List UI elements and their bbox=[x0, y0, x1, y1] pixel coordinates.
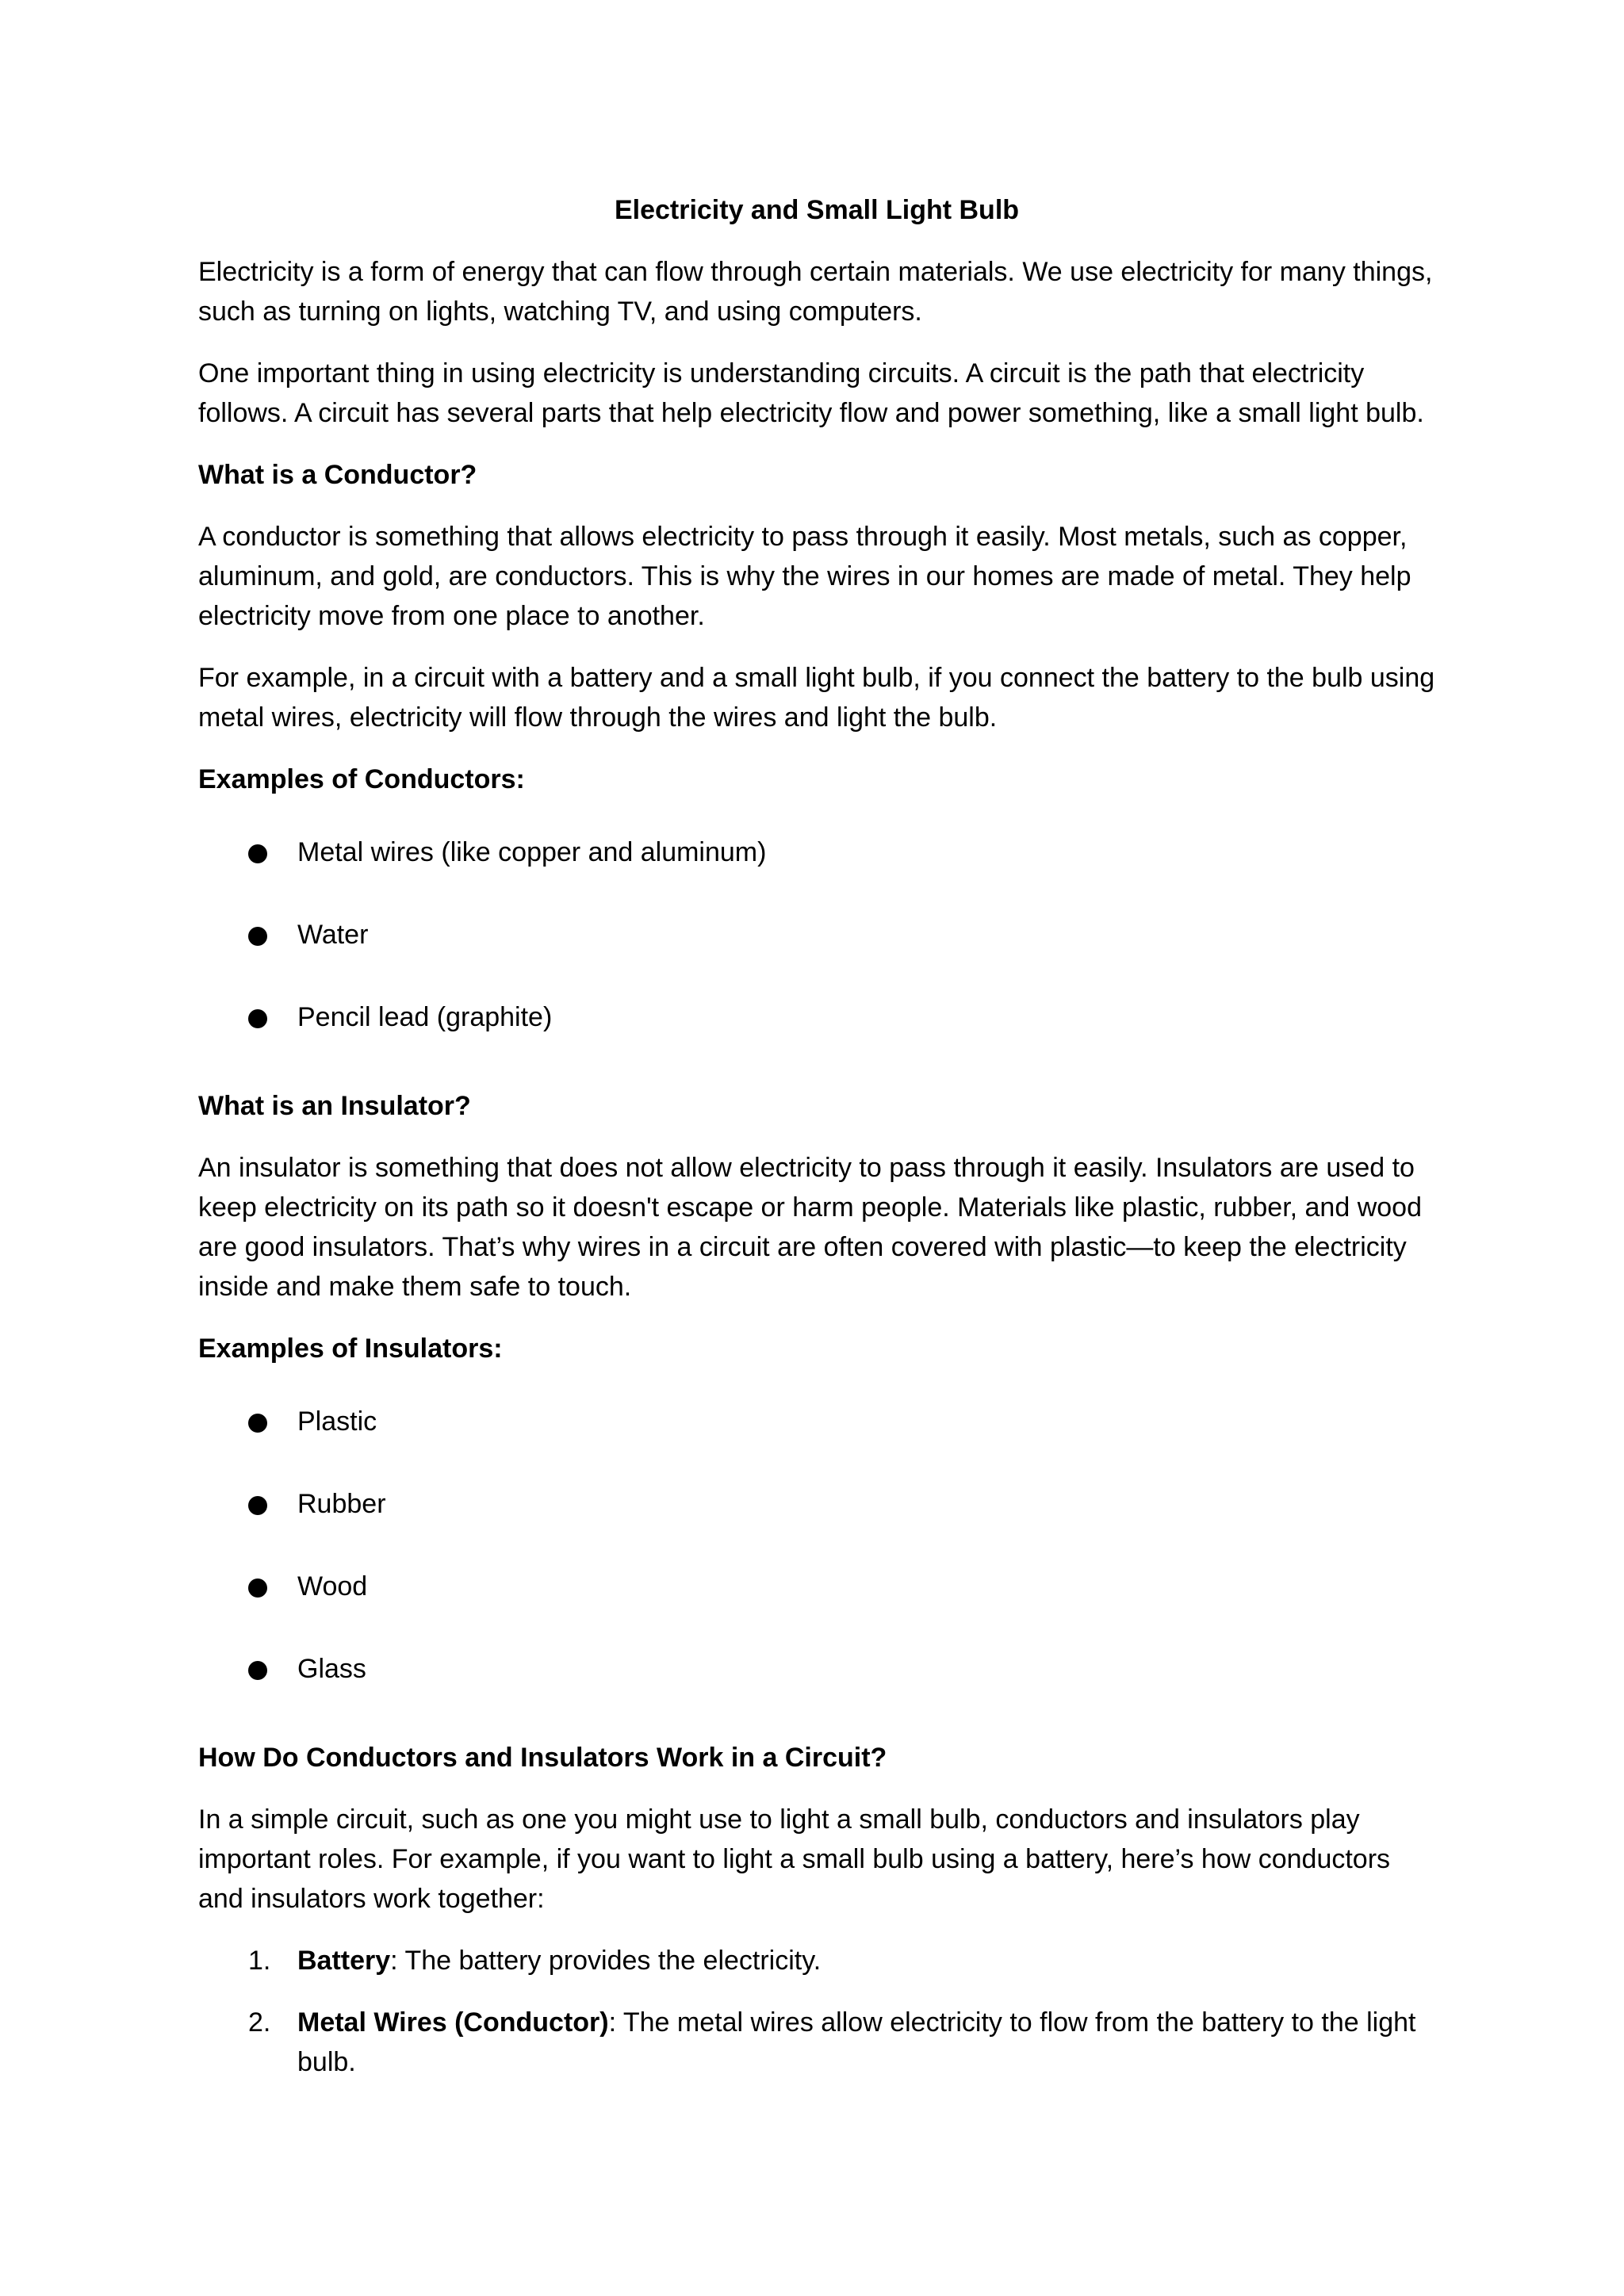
list-item bbox=[198, 1941, 1435, 1980]
list-item-text: Plastic bbox=[297, 1406, 377, 1437]
intro-paragraph-2: One important thing in using electricity is understanding circuits. A circuit is the path that electricity follows. A circuit has several parts that help electricity flow and power something, like a small light bulb. bbox=[198, 358, 1424, 428]
bullet-icon bbox=[248, 1578, 267, 1598]
list-item-text: Metal wires (like copper and aluminum) bbox=[297, 837, 767, 867]
list-item bbox=[198, 904, 1435, 986]
bullet-icon bbox=[248, 1661, 267, 1680]
list-item bbox=[198, 986, 1435, 1069]
conductor-examples-list bbox=[198, 821, 1435, 1069]
circuit-paragraph: In a simple circuit, such as one you might use to light a small bulb, conductors and insulators play important roles. For example, if you want to light a small bulb using a battery, here’s how conductors and insulators work together: bbox=[198, 1804, 1391, 1914]
step-number: 2. bbox=[248, 2007, 271, 2038]
list-item bbox=[198, 1556, 1435, 1638]
step-label: Battery bbox=[297, 1946, 391, 1976]
step-label: Metal Wires (Conductor) bbox=[297, 2007, 609, 2038]
bullet-icon bbox=[248, 844, 267, 863]
conductor-examples-heading: Examples of Conductors: bbox=[198, 764, 525, 794]
bullet-icon bbox=[248, 1414, 267, 1433]
step-number: 1. bbox=[248, 1946, 271, 1976]
document-title: Electricity and Small Light Bulb bbox=[614, 195, 1020, 225]
document-page bbox=[198, 190, 1435, 2104]
bullet-icon bbox=[248, 1496, 267, 1515]
list-item-text: Glass bbox=[297, 1654, 366, 1684]
step-text: : The battery provides the electricity. bbox=[390, 1946, 822, 1976]
insulator-heading: What is an Insulator? bbox=[198, 1091, 471, 1121]
conductor-heading: What is a Conductor? bbox=[198, 460, 477, 490]
insulator-examples-heading: Examples of Insulators: bbox=[198, 1334, 503, 1364]
list-item-text: Pencil lead (graphite) bbox=[297, 1002, 553, 1032]
list-item-text: Wood bbox=[297, 1571, 368, 1601]
circuit-heading: How Do Conductors and Insulators Work in a Circuit? bbox=[198, 1743, 887, 1773]
step-text: : The metal wires allow electricity to flow from the battery to the light bulb. bbox=[297, 2007, 1416, 2077]
insulator-paragraph-1: An insulator is something that does not allow electricity to pass through it easily. Insulators are used to keep electricity on its path so it doesn't escape or harm people. Materials like plastic, rubber, and wood are good insulators. That’s why wires in a circuit are often covered with plastic—to keep the electricity inside and make them safe to touch. bbox=[198, 1153, 1422, 1302]
circuit-steps-list bbox=[198, 1941, 1435, 2082]
conductor-paragraph-2: For example, in a circuit with a battery and a small light bulb, if you connect the battery to the bulb using metal wires, electricity will flow through the wires and light the bulb. bbox=[198, 663, 1435, 733]
list-item-text: Rubber bbox=[297, 1489, 386, 1519]
list-item-text: Water bbox=[297, 920, 369, 950]
conductor-paragraph-1: A conductor is something that allows electricity to pass through it easily. Most metals, such as copper, aluminum, and gold, are conductors. This is why the wires in our homes are made of metal. They help electricity move from one place to another. bbox=[198, 522, 1411, 631]
list-item bbox=[198, 2003, 1435, 2082]
list-item bbox=[198, 1638, 1435, 1720]
intro-paragraph-1: Electricity is a form of energy that can flow through certain materials. We use electricity for many things, such as turning on lights, watching TV, and using computers. bbox=[198, 257, 1433, 327]
insulator-examples-list bbox=[198, 1391, 1435, 1720]
list-item bbox=[198, 1391, 1435, 1473]
bullet-icon bbox=[248, 927, 267, 946]
list-item bbox=[198, 821, 1435, 904]
bullet-icon bbox=[248, 1009, 267, 1028]
list-item bbox=[198, 1473, 1435, 1556]
